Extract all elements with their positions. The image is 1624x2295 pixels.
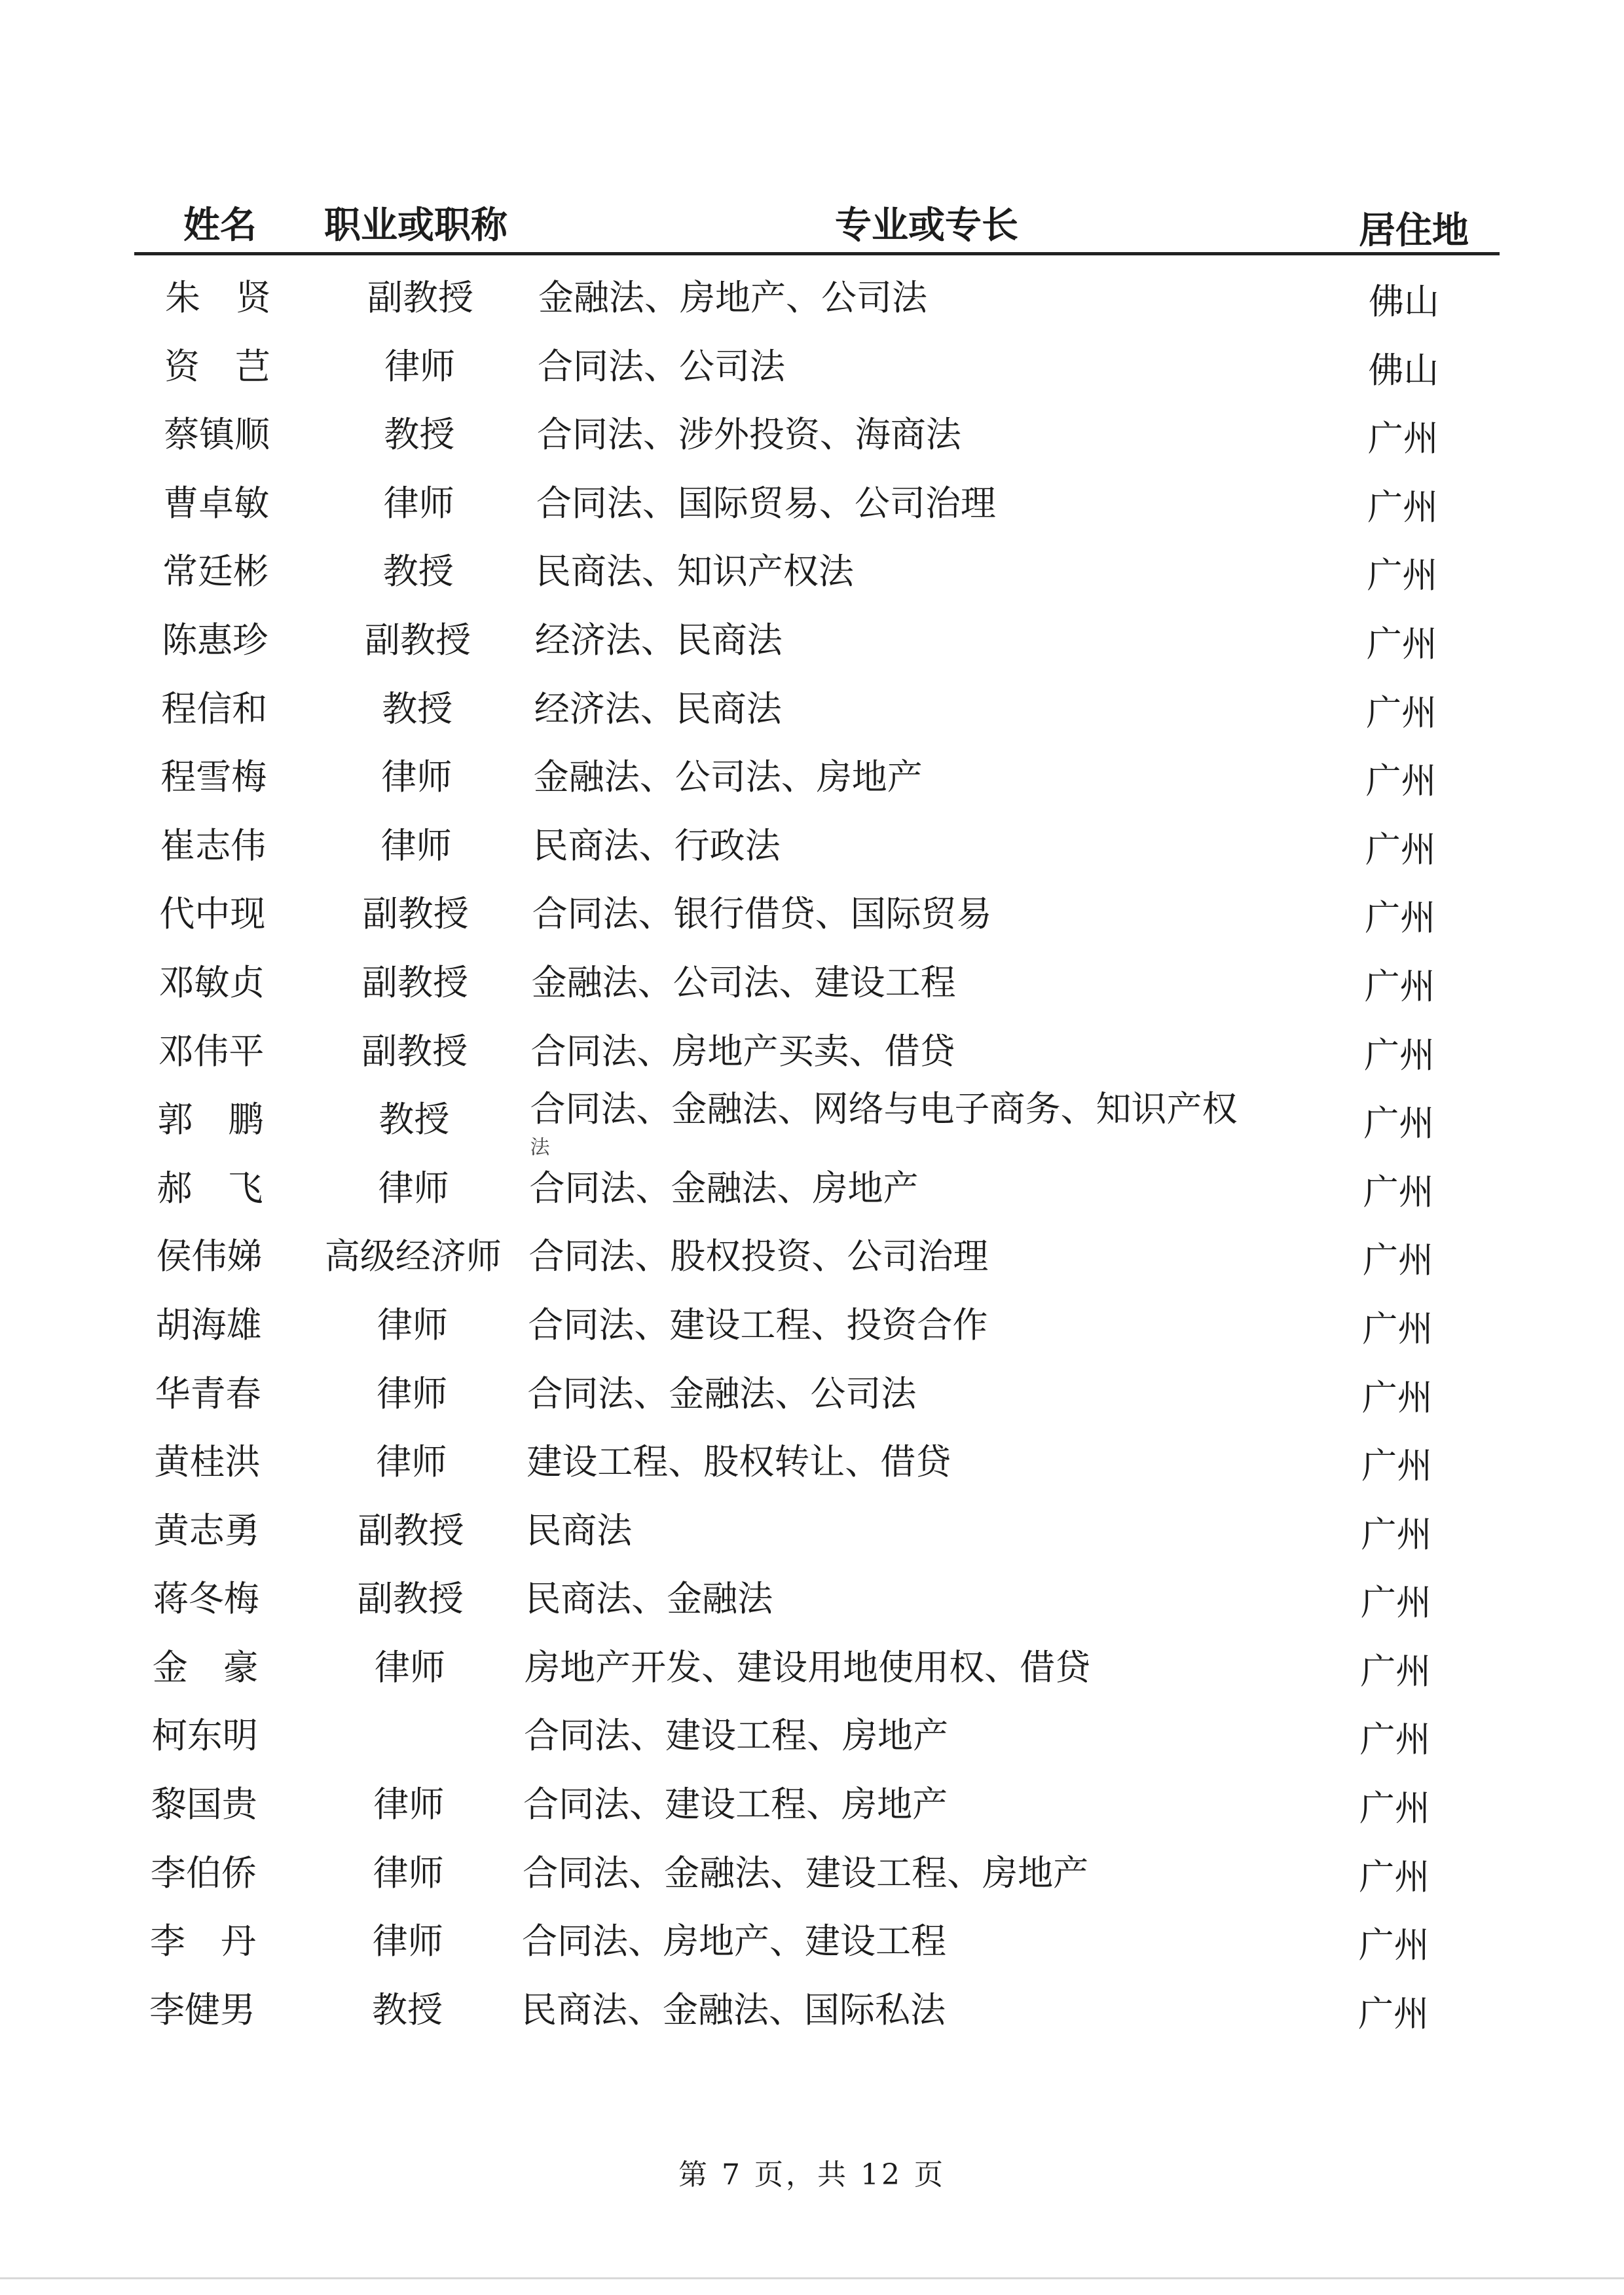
- table-row: [0, 327, 1624, 395]
- header-name: 姓名: [183, 204, 257, 247]
- cell-name: 郝 飞: [157, 1167, 263, 1209]
- cell-title: 律师: [373, 1852, 444, 1894]
- cell-title: 律师: [375, 1646, 445, 1688]
- table-row: [0, 1422, 1624, 1491]
- cell-residence: 佛山: [1368, 349, 1439, 391]
- cell-residence: 广州: [1359, 1856, 1430, 1898]
- table-row: [0, 1901, 1624, 1970]
- cell-title: 副教授: [358, 1509, 464, 1551]
- table-row: [0, 1080, 1624, 1160]
- cell-specialty-overflow: 法: [530, 1136, 550, 1160]
- cell-name: 曹卓敏: [163, 482, 270, 524]
- cell-specialty: 建设工程、股权转让、借贷: [526, 1441, 951, 1483]
- cell-name: 陈惠珍: [162, 619, 268, 661]
- cell-specialty: 合同法、建设工程、房地产: [523, 1784, 948, 1826]
- table-row: [0, 1148, 1624, 1217]
- cell-residence: 广州: [1366, 623, 1437, 665]
- table-row: [0, 1012, 1624, 1080]
- cell-name: 邓伟平: [158, 1030, 265, 1072]
- cell-name: 柯东明: [151, 1715, 258, 1757]
- cell-specialty: 民商法、金融法、国际私法: [521, 1989, 946, 2030]
- cell-specialty: 合同法、金融法、房地产: [529, 1167, 919, 1209]
- table-row: [0, 1354, 1624, 1423]
- cell-title: 高级经济师: [324, 1236, 502, 1277]
- cell-residence: 广州: [1359, 1788, 1430, 1829]
- cell-title: 律师: [377, 1304, 448, 1346]
- cell-residence: 广州: [1363, 1239, 1434, 1281]
- cell-specialty: 合同法、建设工程、投资合作: [528, 1304, 988, 1346]
- cell-title: 副教授: [362, 961, 468, 1003]
- cell-residence: 广州: [1367, 418, 1439, 460]
- cell-title: 律师: [381, 756, 452, 798]
- cell-name: 邓敏贞: [158, 961, 265, 1003]
- cell-name: 程雪梅: [160, 756, 267, 798]
- table-row: [0, 1491, 1624, 1560]
- cell-residence: 广州: [1363, 1171, 1434, 1213]
- cell-title: 律师: [377, 1372, 448, 1414]
- cell-title: 副教授: [357, 1578, 464, 1620]
- cell-name: 侯伟娣: [156, 1236, 263, 1277]
- cell-residence: 广州: [1367, 486, 1439, 528]
- cell-name: 朱 贤: [165, 277, 271, 318]
- cell-name: 华青春: [155, 1372, 261, 1414]
- cell-name: 李伯侨: [150, 1852, 257, 1894]
- cell-specialty: 房地产开发、建设用地使用权、借贷: [525, 1646, 1091, 1688]
- cell-residence: 广州: [1361, 1513, 1432, 1555]
- cell-specialty: 合同法、涉外投资、海商法: [536, 414, 961, 456]
- table-row: [0, 669, 1624, 738]
- cell-residence: 广州: [1359, 1719, 1431, 1761]
- table-row: [0, 258, 1624, 327]
- header-residence: 居住地: [1359, 210, 1469, 252]
- cell-name: 郭 鹏: [157, 1099, 264, 1141]
- cell-specialty: 合同法、股权投资、公司治理: [528, 1236, 989, 1277]
- cell-title: 教授: [372, 1989, 443, 2030]
- cell-name: 程信和: [161, 688, 268, 729]
- cell-residence: 佛山: [1369, 281, 1439, 322]
- cell-residence: 广州: [1360, 1650, 1431, 1692]
- cell-specialty: 合同法、建设工程、房地产: [524, 1715, 949, 1757]
- cell-residence: 广州: [1360, 1582, 1431, 1624]
- cell-title: 教授: [382, 551, 454, 593]
- cell-name: 黎国贵: [151, 1784, 257, 1826]
- cell-specialty: 民商法、知识产权法: [535, 551, 854, 593]
- cell-specialty: 合同法、国际贸易、公司治理: [536, 482, 996, 524]
- cell-specialty: 合同法、银行借贷、国际贸易: [532, 893, 992, 935]
- cell-name: 胡海雄: [155, 1304, 262, 1346]
- table-row: [0, 737, 1624, 806]
- cell-name: 代中现: [159, 893, 266, 935]
- cell-specialty: 金融法、公司法、房地产: [533, 756, 923, 798]
- cell-title: 副教授: [365, 619, 471, 661]
- cell-specialty: 合同法、房地产买卖、借贷: [530, 1030, 955, 1072]
- cell-residence: 广州: [1365, 760, 1437, 802]
- cell-name: 李 丹: [149, 1920, 256, 1962]
- cell-title: 律师: [372, 1920, 443, 1962]
- cell-specialty: 合同法、公司法: [537, 345, 785, 387]
- cell-specialty: 金融法、公司法、建设工程: [531, 961, 956, 1003]
- cell-residence: 广州: [1363, 1034, 1435, 1076]
- cell-residence: 广州: [1362, 1308, 1433, 1349]
- table-row: [0, 395, 1624, 464]
- cell-title: 副教授: [362, 893, 469, 935]
- header-specialty: 专业或专长: [835, 204, 1018, 247]
- cell-title: 律师: [376, 1441, 447, 1483]
- table-row: [0, 1833, 1624, 1902]
- cell-residence: 广州: [1365, 897, 1436, 939]
- cell-specialty: 合同法、金融法、网络与电子商务、知识产权: [530, 1088, 1238, 1130]
- cell-residence: 广州: [1363, 1103, 1435, 1145]
- cell-residence: 广州: [1366, 691, 1437, 733]
- table-header: [0, 190, 1624, 255]
- cell-name: 常廷彬: [162, 551, 269, 593]
- cell-title: 律师: [383, 482, 454, 524]
- cell-residence: 广州: [1361, 1445, 1433, 1487]
- cell-residence: 广州: [1361, 1376, 1433, 1418]
- cell-title: 律师: [378, 1167, 449, 1209]
- table-row: [0, 943, 1624, 1012]
- cell-name: 蒋冬梅: [153, 1578, 259, 1620]
- table-row: [0, 1217, 1624, 1285]
- cell-specialty: 民商法: [526, 1509, 633, 1551]
- cell-title: 律师: [373, 1784, 445, 1826]
- cell-residence: 广州: [1358, 1924, 1430, 1966]
- cell-title: 副教授: [361, 1030, 468, 1072]
- table-row: [0, 1970, 1624, 2039]
- table-row: [0, 874, 1624, 943]
- cell-name: 资 芑: [164, 345, 271, 387]
- cell-title: 律师: [384, 345, 456, 387]
- cell-residence: 广州: [1358, 1992, 1429, 2034]
- cell-name: 黄桂洪: [154, 1441, 261, 1483]
- table-row: [0, 1696, 1624, 1765]
- cell-title: 教授: [384, 414, 455, 456]
- cell-specialty: 合同法、房地产、建设工程: [522, 1920, 947, 1962]
- table-row: [0, 532, 1624, 600]
- table-row: [0, 806, 1624, 875]
- header-divider: [134, 252, 1500, 255]
- page-number: 第 7 页，共 12 页: [678, 2158, 946, 2192]
- cell-title: 律师: [380, 824, 452, 866]
- table-row: [0, 1559, 1624, 1628]
- cell-residence: 广州: [1364, 965, 1435, 1007]
- cell-title: 教授: [382, 688, 453, 729]
- cell-specialty: 经济法、民商法: [534, 619, 783, 661]
- cell-specialty: 经济法、民商法: [534, 688, 782, 729]
- cell-residence: 广州: [1365, 828, 1436, 870]
- table-row: [0, 1628, 1624, 1697]
- table-row: [0, 1285, 1624, 1354]
- cell-name: 黄志勇: [153, 1509, 260, 1551]
- cell-residence: 广州: [1367, 555, 1438, 597]
- header-title: 职业或职称: [324, 204, 507, 247]
- cell-name: 金 豪: [152, 1646, 259, 1688]
- cell-specialty: 金融法、房地产、公司法: [538, 277, 927, 318]
- cell-name: 崔志伟: [160, 824, 267, 866]
- cell-name: 蔡镇顺: [164, 414, 270, 456]
- cell-title: 教授: [378, 1099, 450, 1141]
- table-row: [0, 600, 1624, 669]
- table-body: [0, 258, 1624, 2038]
- cell-specialty: 民商法、金融法: [525, 1578, 773, 1620]
- cell-specialty: 合同法、金融法、建设工程、房地产: [523, 1852, 1089, 1894]
- cell-name: 李健男: [149, 1989, 255, 2030]
- cell-specialty: 合同法、金融法、公司法: [527, 1372, 917, 1414]
- scan-edge-line: [0, 2277, 1624, 2279]
- cell-specialty: 民商法、行政法: [532, 824, 781, 866]
- cell-title: 副教授: [367, 277, 473, 318]
- table-row: [0, 1765, 1624, 1833]
- table-row: [0, 464, 1624, 532]
